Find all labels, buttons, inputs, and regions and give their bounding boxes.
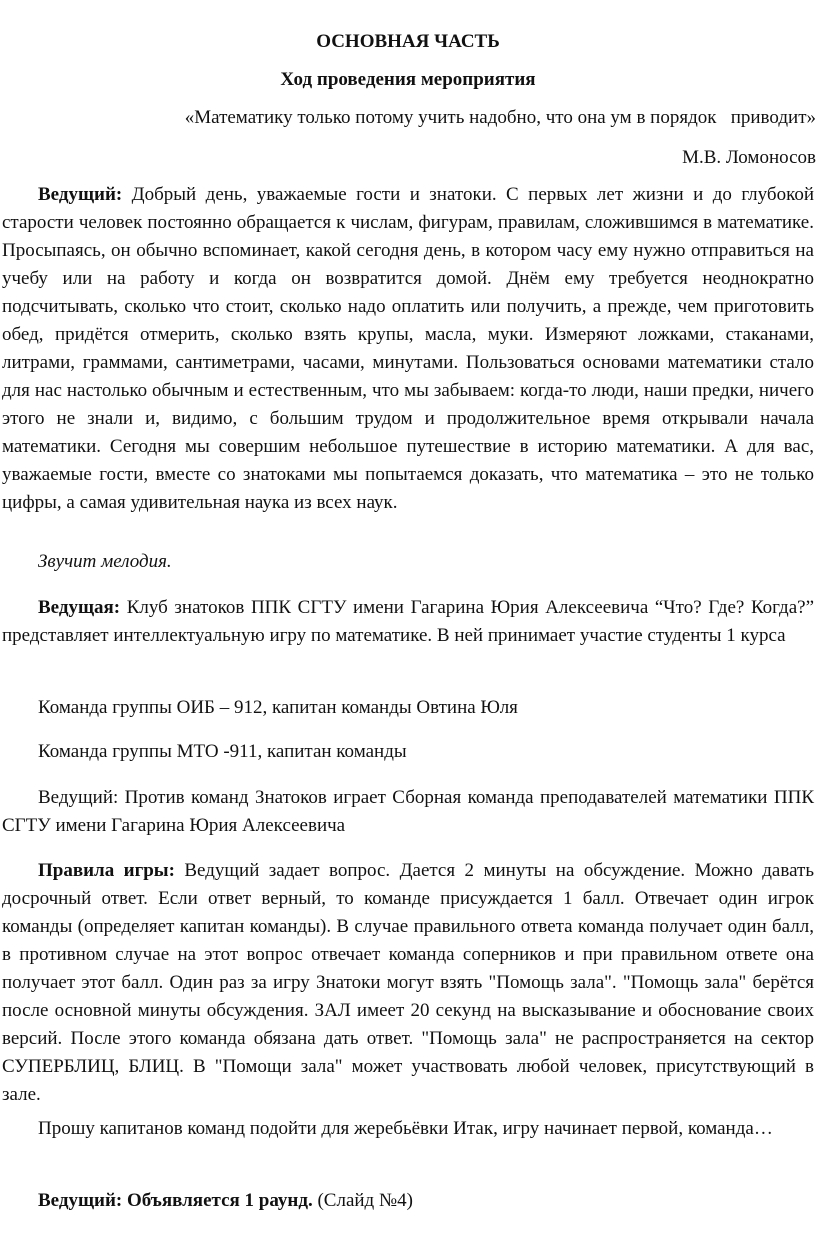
stage-note: Звучит мелодия. <box>38 551 172 572</box>
team2-block <box>2 738 814 766</box>
event-subheading: Ход проведения мероприятия <box>280 69 536 90</box>
club-text: Клуб знатоков ППК СГТУ имени Гагарина Юрия Алексеевича “Что? Где? Когда?” представляет интеллектуальную игру по математике. В ней принимает участие студенты 1 курса <box>2 597 814 646</box>
team-line: Команда группы ОИБ – 912, капитан команды Овтина Юля <box>38 697 518 718</box>
epigraph-quote-block <box>2 104 816 132</box>
draw-text: Прошу капитанов команд подойти для жеребьёвки Итак, игру начинает первой, команда… <box>38 1118 773 1139</box>
rules-text: Ведущий задает вопрос. Дается 2 минуты на обсуждение. Можно давать досрочный ответ. Если ответ верный, то команде присуждается 1 балл. Отвечает один игрок команды (определяет капитан команды). В случае правильного ответа команда получает один балл, в противном случае на этот вопрос отвечает команда соперников и при правильном ответе она получает этот балл. Один раз за игру Знатоки могут взять "Помощь зала". "Помощь зала" берётся после основной минуты обсуждения. ЗАЛ имеет 20 секунд на высказывание и обоснование своих версий. После этого команда обязана дать ответ. "Помощь зала" не распространяется на сектор СУПЕРБЛИЦ, БЛИЦ. В "Помощи зала" может участвовать любой человек, присутствующий в зале. <box>2 860 814 1105</box>
club-paragraph <box>2 594 814 650</box>
team1-block <box>2 694 814 722</box>
section-heading-block <box>2 28 814 56</box>
opponent-paragraph <box>2 784 814 840</box>
round-announcement: Ведущий: Объявляется 1 раунд. <box>38 1190 313 1211</box>
slide-reference: (Слайд №4) <box>312 1190 413 1211</box>
intro-text: Добрый день, уважаемые гости и знатоки. С первых лет жизни и до глубокой старости человек постоянно обращается к числам, фигурам, правилам, сложившимся в математике. Просыпаясь, он обычно вспоминает, какой сегодня день, в котором часу ему нужно отправиться на учебу или на работу и когда он возвратится домой. Днём ему требуется неоднократно подсчитывать, сколько что стоит, сколько надо оплатить или получить, а прежде, чем приготовить обед, придётся отмерить, сколько взять крупы, масла, муки. Измеряют ложками, стаканами, литрами, граммами, сантиметрами, часами, минутами. Пользоваться основами математики стало для нас настолько обычным и естественным, что мы забываем: когда-то люди, наши предки, ничего этого не знали и, видимо, с большим трудом и продолжительное время открывали начала математики. Сегодня мы совершим небольшое путешествие в историю математики. А для вас, уважаемые гости, вместе со знатоками мы попытаемся доказать, что математика – это не только цифры, а самая удивительная наука из всех наук. <box>2 184 814 513</box>
opponent-text: Ведущий: Против команд Знатоков играет Сборная команда преподавателей математики ППК СГТУ имени Гагарина Юрия Алексеевича <box>2 787 814 836</box>
round-block <box>2 1187 814 1215</box>
draw-paragraph <box>2 1115 814 1143</box>
stage-note-block <box>2 548 814 576</box>
epigraph-quote: «Математику только потому учить надобно, что она ум в порядок приводит» <box>184 107 816 128</box>
section-heading: ОСНОВНАЯ ЧАСТЬ <box>316 31 500 52</box>
subheading-block <box>2 66 814 94</box>
team-line: Команда группы МТО -911, капитан команды <box>38 741 407 762</box>
intro-paragraph <box>2 181 814 517</box>
epigraph-author-block <box>2 144 816 172</box>
speaker-label: Ведущая: <box>38 597 121 618</box>
epigraph-author: М.В. Ломоносов <box>682 147 816 168</box>
rules-label: Правила игры: <box>38 860 175 881</box>
rules-paragraph <box>2 857 814 1109</box>
speaker-label: Ведущий: <box>38 184 123 205</box>
